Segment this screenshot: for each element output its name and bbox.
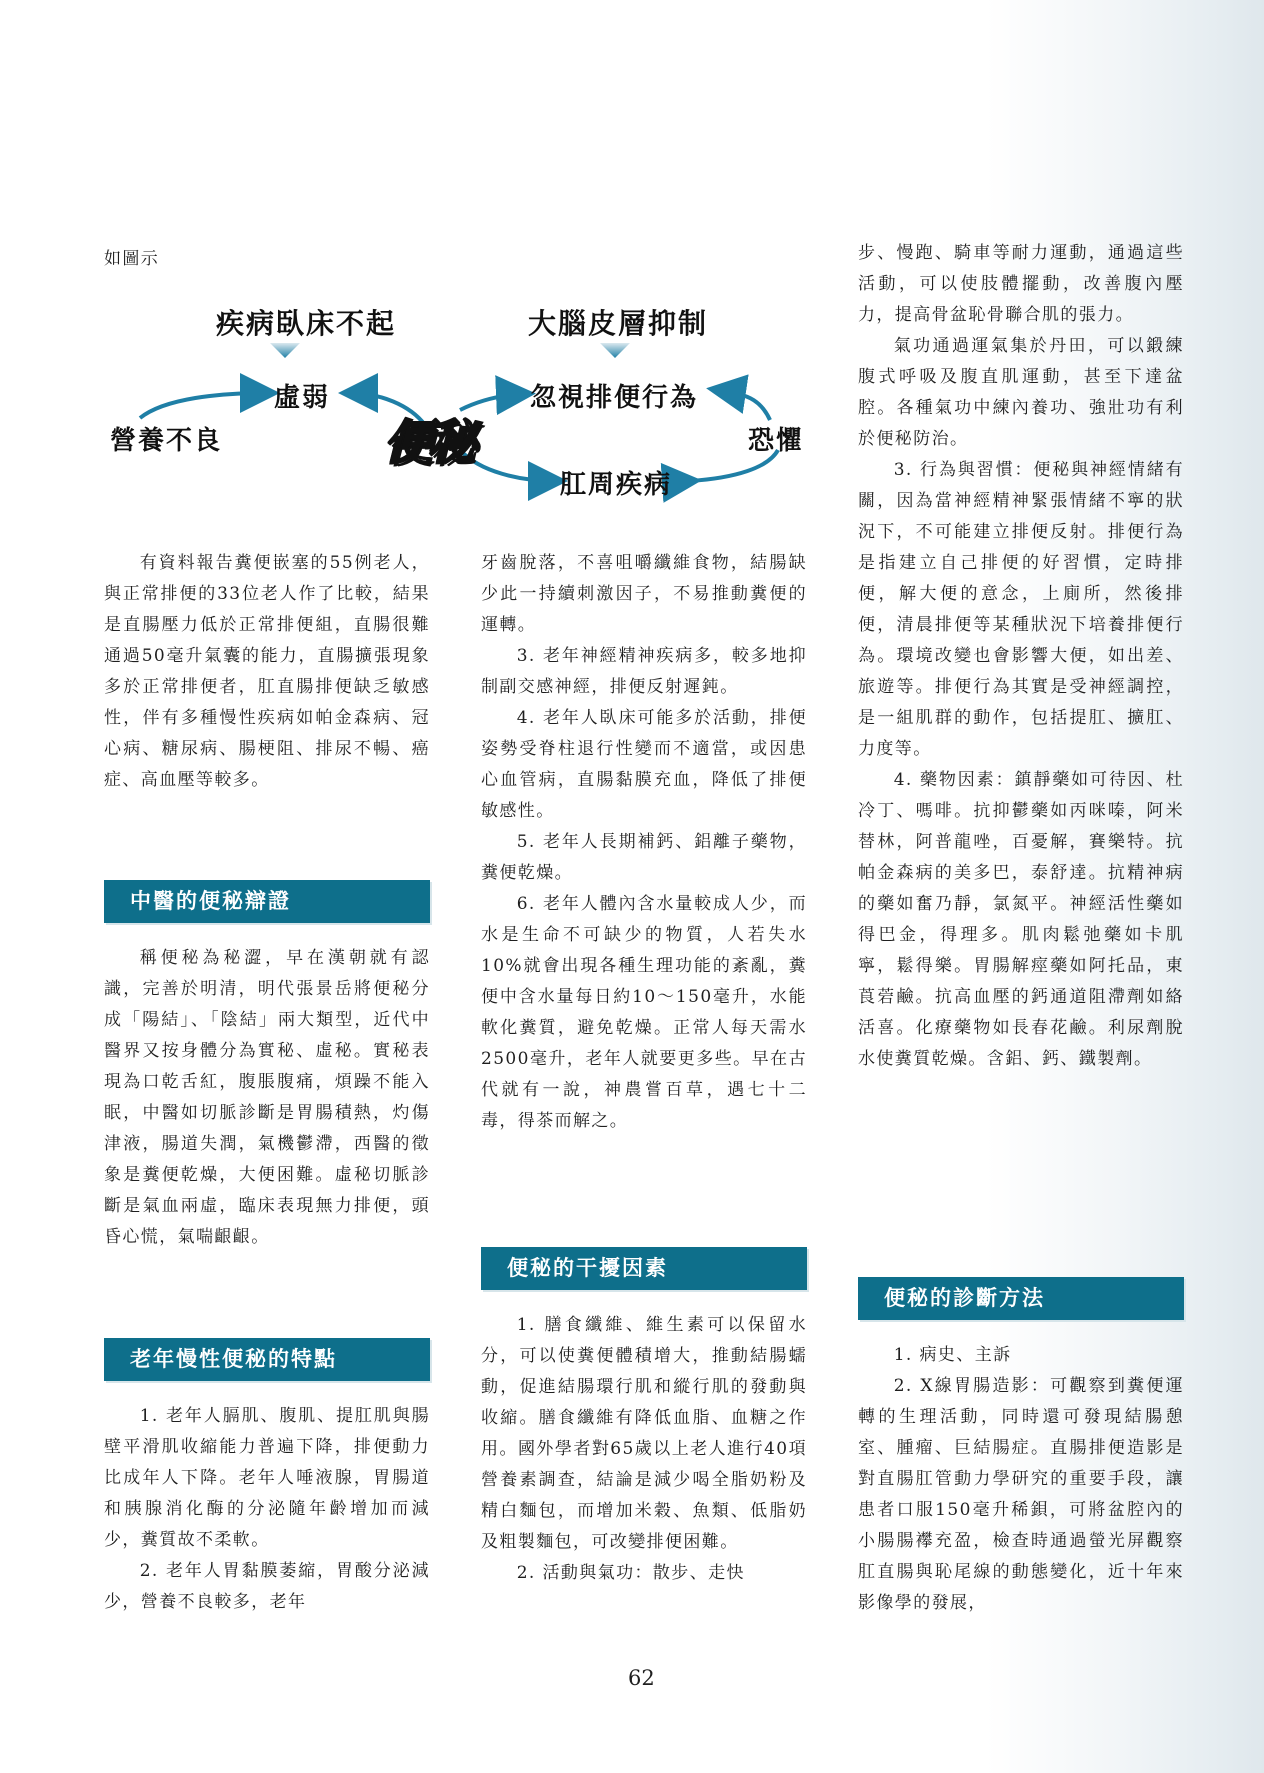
section-heading: 老年慢性便秘的特點	[104, 1338, 430, 1381]
label-anal-disease: 肛周疾病	[560, 470, 673, 500]
paragraph: 牙齒脫落，不喜咀嚼纖維食物，結腸缺少此一持續刺激因子，不易推動糞便的運轉。	[481, 553, 807, 635]
label-weak: 虛弱	[274, 383, 331, 413]
paragraph: 3. 行為與習慣：便秘與神經情緒有關，因為當神經精神緊張情緒不寧的狀況下，不可能建立排便反射。排便行為是指建立自己排便的好習慣，定時排便，解大便的意念，上廁所，然後排便，清晨排便等某種狀況下培養排便行為。環境改變也會影響大便，如出差、旅遊等。排便行為其實是受神經調控，是一組肌群的動作，包括提肛、擴肛、力度等。	[858, 460, 1184, 759]
section-heading: 便秘的診斷方法	[858, 1277, 1184, 1320]
paragraph: 2. 活動與氣功：散步、走快	[516, 1563, 745, 1583]
paragraph: 1. 老年人膈肌、腹肌、提肛肌與腸壁平滑肌收縮能力普遍下降，排便動力比成年人下降。老年人唾液腺，胃腸道和胰腺消化酶的分泌隨年齡增加而減少，糞質故不柔軟。	[104, 1406, 430, 1550]
paragraph: 有資料報告糞便嵌塞的55例老人，與正常排便的33位老人作了比較，結果是直腸壓力低於正常排便組，直腸很難通過50毫升氣囊的能力，直腸擴張現象多於正常排便者，肛直腸排便缺乏敏感性，伴有多種慢性疾病如帕金森病、冠心病、糖尿病、腸梗阻、排尿不暢、癌症、高血壓等較多。	[104, 553, 430, 790]
label-constipation: 便秘	[384, 415, 473, 471]
paragraph: 4. 藥物因素：鎮靜藥如可待因、杜冷丁、嗎啡。抗抑鬱藥如丙咪嗪，阿米替林，阿普龍唑，百憂解，賽樂特。抗帕金森病的美多巴，泰舒達。抗精神病的藥如奮乃靜，氯氮平。神經活性藥如得巴金，得理多。肌肉鬆弛藥如卡肌寧，鬆得樂。胃腸解痙藥如阿托品，東莨菪鹼。抗高血壓的鈣通道阻滯劑如絡活喜。化療藥物如長春花鹼。利尿劑脫水使糞質乾燥。含鋁、鈣、鐵製劑。	[858, 770, 1184, 1069]
paragraph: 6. 老年人體內含水量較成人少，而水是生命不可缺少的物質，人若失水10%就會出現各種生理功能的紊亂，糞便中含水量每日約10～150毫升，水能軟化糞質，避免乾燥。正常人每天需水2500毫升，老年人就要更多些。早在古代就有一說，神農嘗百草，遇七十二毒，得茶而解之。	[481, 894, 807, 1131]
paragraph: 5. 老年人長期補鈣、鋁離子藥物，糞便乾燥。	[481, 832, 807, 883]
paragraph: 1. 膳食纖維、維生素可以保留水分，可以使糞便體積增大，推動結腸蠕動，促進結腸環行肌和縱行肌的發動與收縮。膳食纖維有降低血脂、血糖之作用。國外學者對65歲以上老人進行40項營養素調查，結論是減少喝全脂奶粉及精白麵包，而增加米穀、魚類、低脂奶及粗製麵包，可改變排便困難。	[481, 1315, 807, 1552]
section-heading: 便秘的干擾因素	[481, 1247, 807, 1290]
paragraph: 2. X線胃腸造影：可觀察到糞便運轉的生理活動，同時還可發現結腸憩室、腫瘤、巨結腸症。直腸排便造影是對直腸肛管動力學研究的重要手段，讓患者口服150毫升稀鋇，可將盆腔內的小腸腸襻充盈，檢查時通過螢光屏觀察肛直腸與恥尾線的動態變化，近十年來影像學的發展，	[858, 1376, 1184, 1613]
paragraph: 稱便秘為秘澀，早在漢朝就有認識，完善於明清，明代張景岳將便秘分成「陽結」、「陰結」兩大類型，近代中醫界又按身體分為實秘、虛秘。實秘表現為口乾舌紅，腹脹腹痛，煩躁不能入眠，中醫如切脈診斷是胃腸積熱，灼傷津液，腸道失潤，氣機鬱滯，西醫的徵象是糞便乾燥，大便困難。虛秘切脈診斷是氣血兩虛，臨床表現無力排便，頭昏心慌，氣喘齦齦。	[104, 948, 430, 1247]
label-bedridden: 疾病臥床不起	[216, 307, 397, 340]
paragraph: 1. 病史、主訴	[893, 1345, 1012, 1365]
label-cortex-inhibition: 大腦皮層抑制	[528, 307, 709, 340]
page-number: 62	[628, 1666, 655, 1690]
paragraph: 3. 老年神經精神疾病多，較多地抑制副交感神經，排便反射遲鈍。	[481, 646, 807, 697]
section-heading: 中醫的便秘辯證	[104, 880, 430, 923]
paragraph: 步、慢跑、騎車等耐力運動，通過這些活動，可以使肢體擺動，改善腹內壓力，提高骨盆恥骨聯合肌的張力。	[858, 243, 1184, 325]
paragraph: 氣功通過運氣集於丹田，可以鍛練腹式呼吸及腹直肌運動，甚至下達盆腔。各種氣功中練內養功、強壯功有利於便秘防治。	[858, 336, 1184, 449]
paragraph: 4. 老年人臥床可能多於活動，排便姿勢受脊柱退行性變而不適當，或因患心血管病，直腸黏膜充血，降低了排便敏感性。	[481, 708, 807, 821]
label-ignore-defecation: 忽視排便行為	[530, 383, 699, 413]
label-fear: 恐懼	[748, 426, 805, 456]
paragraph: 2. 老年人胃黏膜萎縮，胃酸分泌減少，營養不良較多，老年	[104, 1561, 430, 1612]
intro-text: 如圖示	[104, 249, 160, 269]
label-malnutrition: 營養不良	[110, 426, 223, 456]
